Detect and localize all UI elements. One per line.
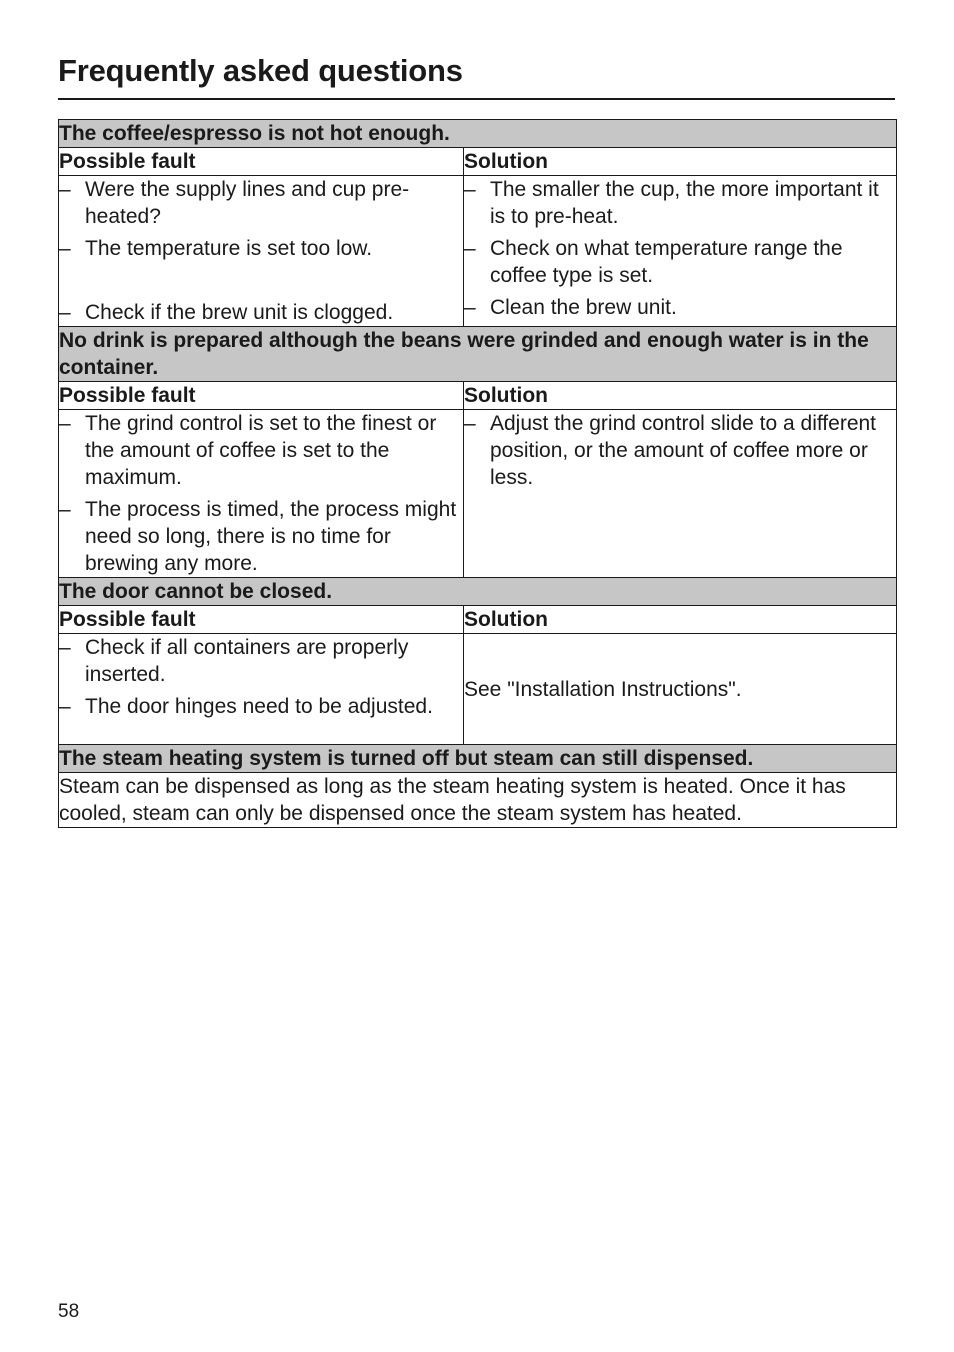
solution-text: Adjust the grind control slide to a different position, or the amount of coffee more or less. — [490, 412, 877, 489]
fault-text: Check if the brew unit is clogged. — [85, 301, 394, 324]
dash-bullet: – — [59, 178, 71, 201]
note-text: Steam can be dispensed as long as the steam heating system is heated. Once it has cooled, steam can only be dispensed once the steam system has heated. — [59, 773, 897, 828]
fault-cell — [59, 410, 464, 578]
fault-column-header: Possible fault — [59, 382, 464, 410]
dash-bullet: – — [59, 301, 71, 324]
solution-text: Check on what temperature range the coffee type is set. — [490, 237, 843, 287]
fault-item — [59, 410, 463, 491]
solution-item — [464, 176, 896, 230]
fault-text: Check if all containers are properly inserted. — [85, 636, 409, 686]
solution-cell — [464, 176, 897, 327]
fault-text: The temperature is set too low. — [85, 237, 373, 260]
dash-bullet: – — [59, 695, 71, 718]
solution-column-header: Solution — [464, 148, 897, 176]
section-heading: The door cannot be closed. — [59, 578, 897, 606]
section-body-row — [59, 176, 897, 327]
fault-item — [59, 693, 463, 720]
fault-text: The grind control is set to the finest or the amount of coffee is set to the maximum. — [85, 412, 437, 489]
page-number: 58 — [58, 1301, 80, 1322]
note-row — [59, 773, 897, 828]
solution-column-header: Solution — [464, 606, 897, 634]
dash-bullet: – — [464, 412, 476, 435]
fault-cell — [59, 176, 464, 327]
solution-item — [464, 294, 896, 321]
dash-bullet: – — [59, 498, 71, 521]
section-heading: The steam heating system is turned off but steam can still dispensed. — [59, 745, 897, 773]
fault-text: Were the supply lines and cup pre-heated? — [85, 178, 410, 228]
section-body-row — [59, 410, 897, 578]
faq-table — [58, 119, 897, 828]
section-heading: No drink is prepared although the beans were grinded and enough water is in the container. — [59, 327, 897, 382]
fault-item — [59, 496, 463, 577]
solution-text: Clean the brew unit. — [490, 296, 677, 319]
section-heading-row — [59, 120, 897, 148]
solution-cell — [464, 410, 897, 578]
fault-text: The process is timed, the process might need so long, there is no time for brewing any more. — [85, 498, 457, 575]
dash-bullet: – — [59, 636, 71, 659]
solution-reference — [464, 634, 896, 744]
fault-column-header: Possible fault — [59, 148, 464, 176]
dash-bullet: – — [464, 178, 476, 201]
page-title: Frequently asked questions — [58, 53, 463, 88]
dash-bullet: – — [464, 296, 476, 319]
solution-text: See "Installation Instructions". — [464, 677, 742, 701]
solution-cell — [464, 634, 897, 745]
fault-item — [59, 299, 463, 326]
fault-cell — [59, 634, 464, 745]
spacer — [59, 267, 463, 299]
fault-text: The door hinges need to be adjusted. — [85, 695, 433, 718]
solution-text: The smaller the cup, the more important it is to pre-heat. — [490, 178, 879, 228]
solution-column-header: Solution — [464, 382, 897, 410]
dash-bullet: – — [59, 237, 71, 260]
section-heading-row — [59, 327, 897, 382]
dash-bullet: – — [464, 237, 476, 260]
fault-column-header: Possible fault — [59, 606, 464, 634]
section-heading: The coffee/espresso is not hot enough. — [59, 120, 897, 148]
column-header-row — [59, 148, 897, 176]
section-body-row — [59, 634, 897, 745]
column-header-row — [59, 382, 897, 410]
fault-item — [59, 235, 463, 262]
section-heading-row — [59, 745, 897, 773]
fault-item — [59, 634, 463, 688]
column-header-row — [59, 606, 897, 634]
solution-item — [464, 410, 896, 491]
title-divider — [58, 98, 895, 100]
fault-item — [59, 176, 463, 230]
dash-bullet: – — [59, 412, 71, 435]
solution-item — [464, 235, 896, 289]
section-heading-row — [59, 578, 897, 606]
